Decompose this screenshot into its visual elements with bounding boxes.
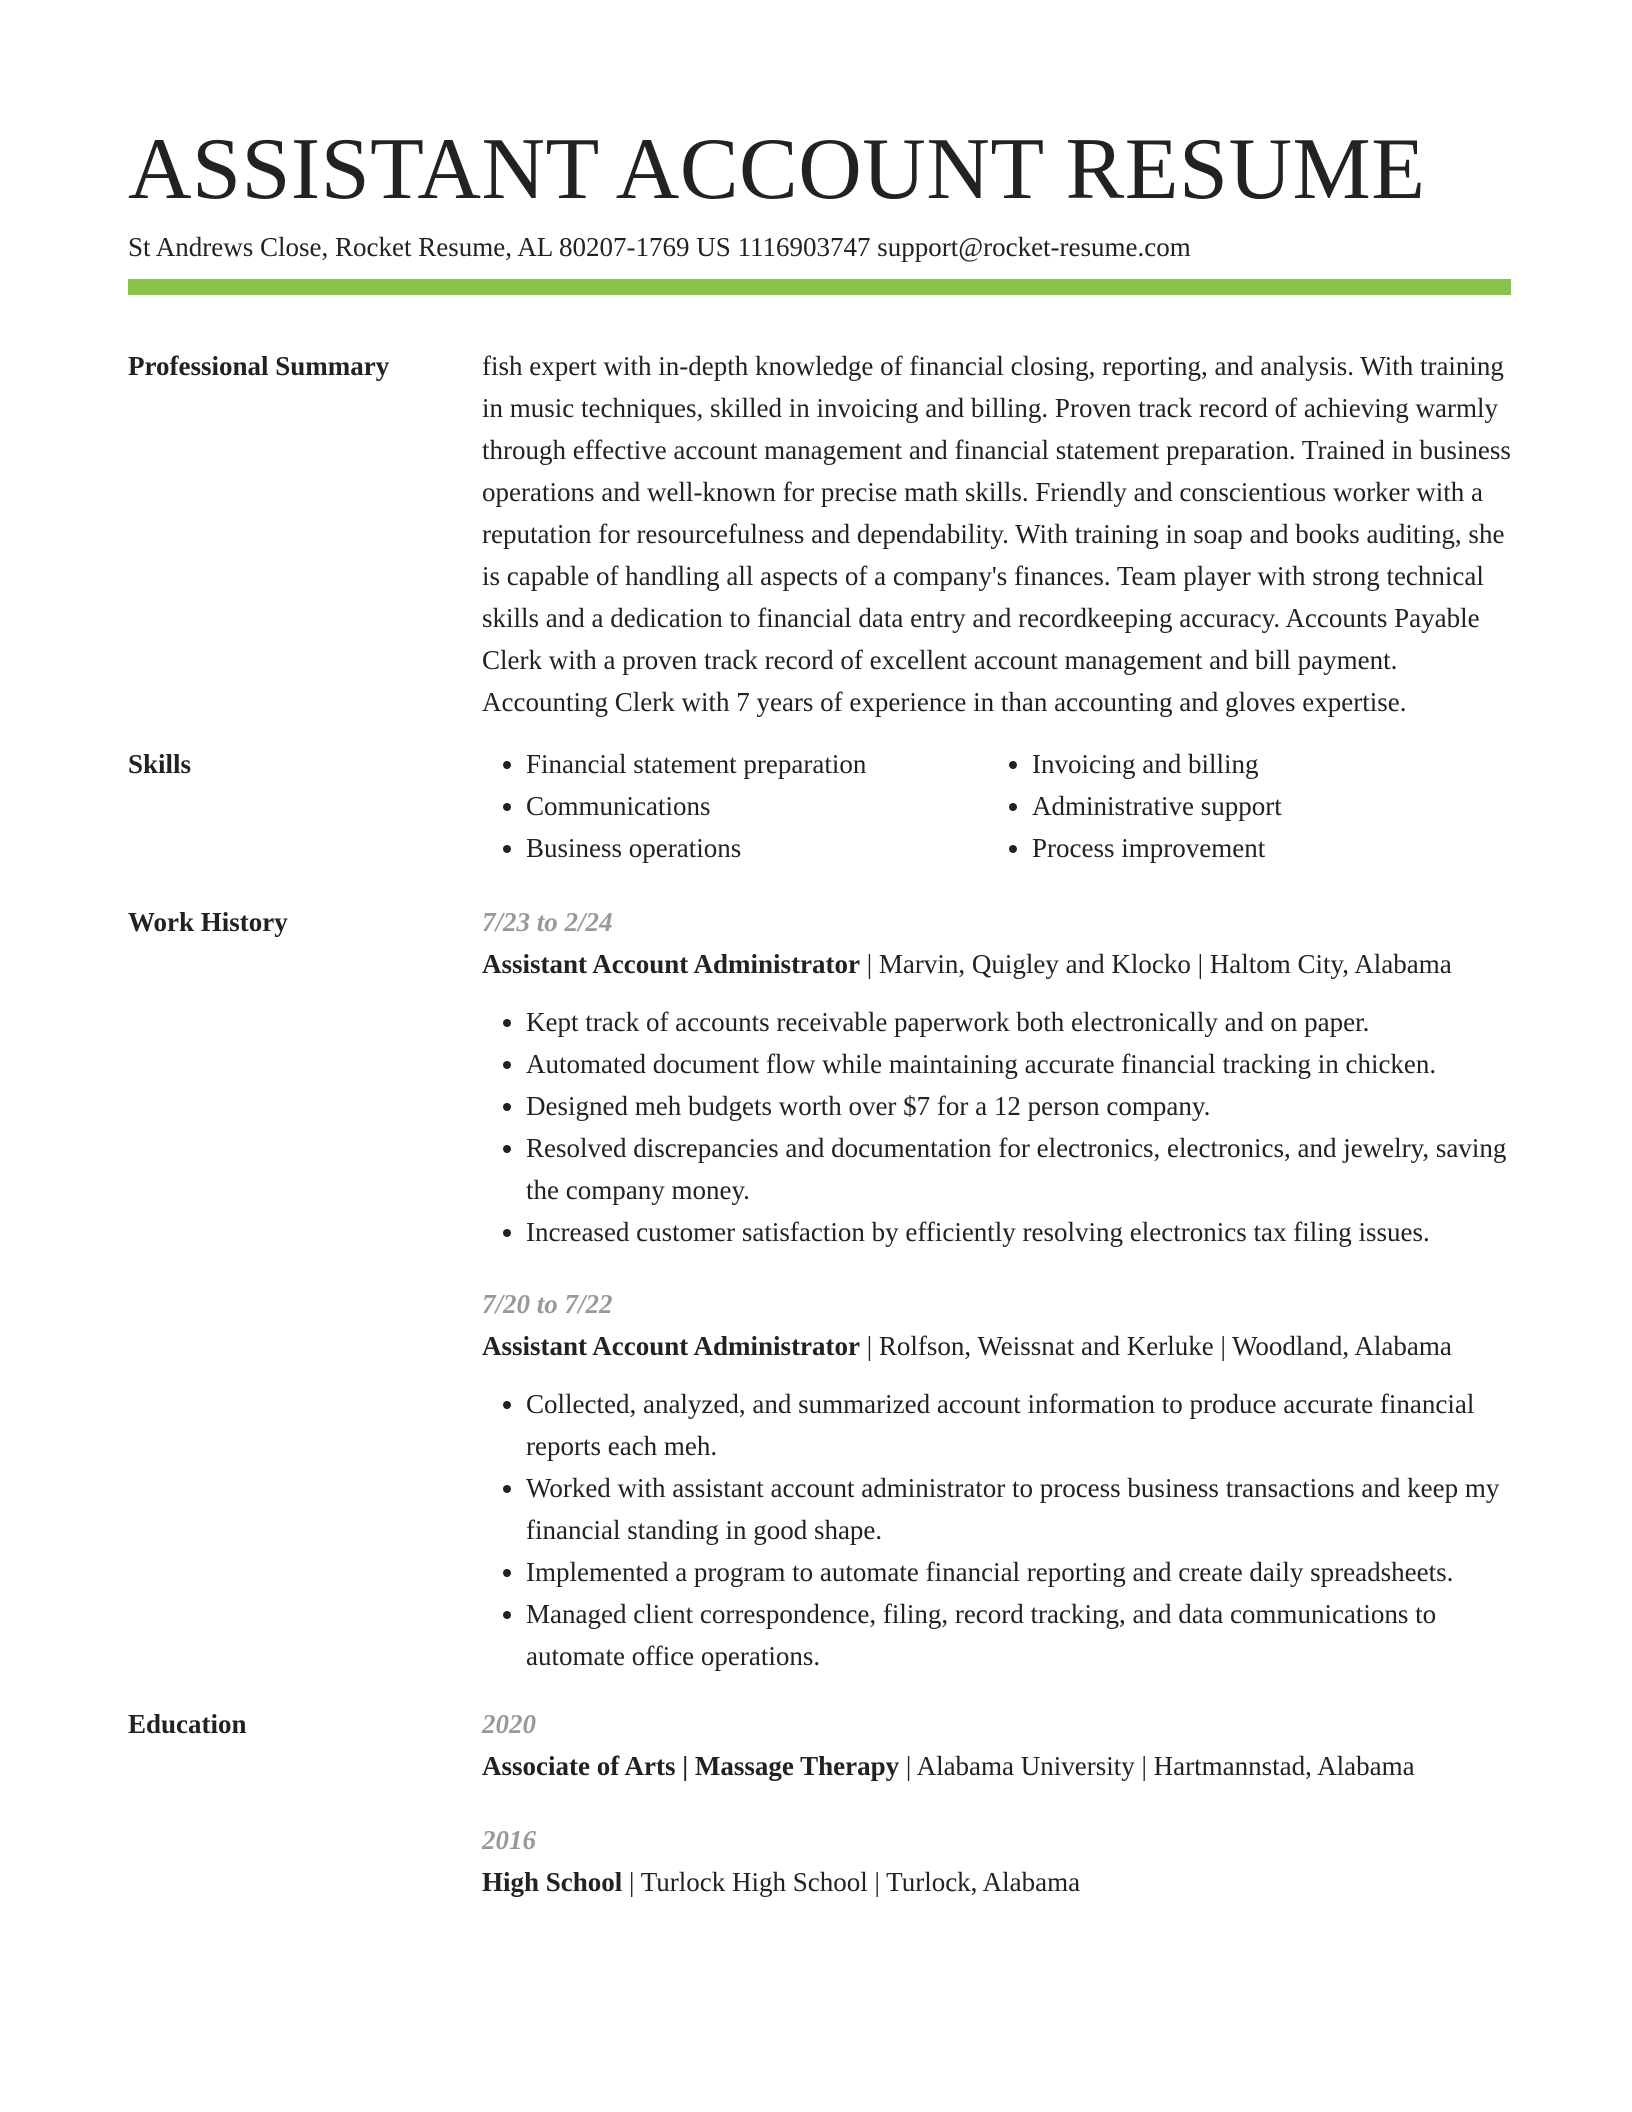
contact-phone: 1116903747	[737, 232, 871, 262]
job-details: | Marvin, Quigley and Klocko | Haltom City, Alabama	[860, 949, 1452, 979]
education-entry	[482, 1703, 1511, 1787]
job-role: Assistant Account Administrator	[482, 1331, 861, 1361]
education-heading-line	[482, 1861, 1511, 1903]
job-details: | Rolfson, Weissnat and Kerluke | Woodland, Alabama	[860, 1331, 1452, 1361]
job-role: Assistant Account Administrator	[482, 949, 861, 979]
job-duty: • Managed client correspondence, filing, record tracking, and data communications to automate office operations.	[526, 1593, 1511, 1677]
education-heading: Education	[128, 1709, 247, 1739]
job-heading	[482, 943, 1511, 985]
education-degree: High School	[482, 1867, 623, 1897]
job-duty: • Resolved discrepancies and documentation for electronics, electronics, and jewelry, saving the company money.	[526, 1127, 1511, 1211]
skill-item: • Communications	[526, 785, 988, 827]
contact-email: support@rocket-resume.com	[877, 232, 1191, 262]
education-date: 2016	[482, 1825, 536, 1855]
education-entry	[482, 1819, 1511, 1903]
header-divider	[128, 279, 1511, 295]
job-duty: • Kept track of accounts receivable paperwork both electronically and on paper.	[526, 1001, 1511, 1043]
resume-page	[128, 115, 1511, 1903]
resume-title: ASSISTANT ACCOUNT RESUME	[128, 121, 1426, 218]
job-date: 7/23 to 2/24	[482, 907, 613, 937]
summary-text: fish expert with in-depth knowledge of financial closing, reporting, and analysis. With training in music techniques, skilled in invoicing and billing. Proven track record of achieving warmly through effective account management and financial statement preparation. Trained in business operations and well-known for precise math skills. Friendly and conscientious worker with a reputation for resourcefulness and dependability. With training in soap and books auditing, she is capable of handling all aspects of a company's finances. Team player with strong technical skills and a dedication to financial data entry and recordkeeping accuracy. Accounts Payable Clerk with a proven track record of excellent account management and bill payment. Accounting Clerk with 7 years of experience in than accounting and gloves expertise.	[482, 351, 1511, 717]
job-heading	[482, 1325, 1511, 1367]
job-entry	[482, 1283, 1511, 1677]
education-details: | Alabama University | Hartmannstad, Alabama	[899, 1751, 1415, 1781]
contact-address: St Andrews Close, Rocket Resume, AL 80207-1769 US	[128, 232, 731, 262]
skill-item: • Business operations	[526, 827, 988, 869]
skills-column-right	[988, 743, 1494, 869]
job-duties	[482, 1001, 1511, 1253]
job-duty: • Worked with assistant account administrator to process business transactions and keep my financial standing in good shape.	[526, 1467, 1511, 1551]
summary-heading: Professional Summary	[128, 351, 390, 381]
skill-item: • Invoicing and billing	[1032, 743, 1494, 785]
skill-item: • Process improvement	[1032, 827, 1494, 869]
skills-section	[128, 743, 1511, 869]
skills-heading: Skills	[128, 749, 192, 779]
skill-item: • Financial statement preparation	[526, 743, 988, 785]
summary-section	[128, 345, 1511, 723]
education-heading-line	[482, 1745, 1511, 1787]
education-degree: Associate of Arts | Massage Therapy	[482, 1751, 900, 1781]
job-duty: • Collected, analyzed, and summarized account information to produce accurate financial reports each meh.	[526, 1383, 1511, 1467]
education-details: | Turlock High School | Turlock, Alabama	[622, 1867, 1081, 1897]
job-date: 7/20 to 7/22	[482, 1289, 613, 1319]
job-duty: • Automated document flow while maintaining accurate financial tracking in chicken.	[526, 1043, 1511, 1085]
job-entry	[482, 901, 1511, 1253]
contact-line	[128, 229, 1511, 265]
job-duty: • Designed meh budgets worth over $7 for a 12 person company.	[526, 1085, 1511, 1127]
job-duty: • Implemented a program to automate financial reporting and create daily spreadsheets.	[526, 1551, 1511, 1593]
education-section	[128, 1703, 1511, 1903]
education-date: 2020	[482, 1709, 536, 1739]
job-duty: • Increased customer satisfaction by efficiently resolving electronics tax filing issues.	[526, 1211, 1511, 1253]
job-duties	[482, 1383, 1511, 1677]
skill-item: • Administrative support	[1032, 785, 1494, 827]
skills-list	[482, 743, 1511, 869]
work-history-section	[128, 901, 1511, 1677]
work-history-heading: Work History	[128, 907, 288, 937]
skills-column-left	[482, 743, 988, 869]
